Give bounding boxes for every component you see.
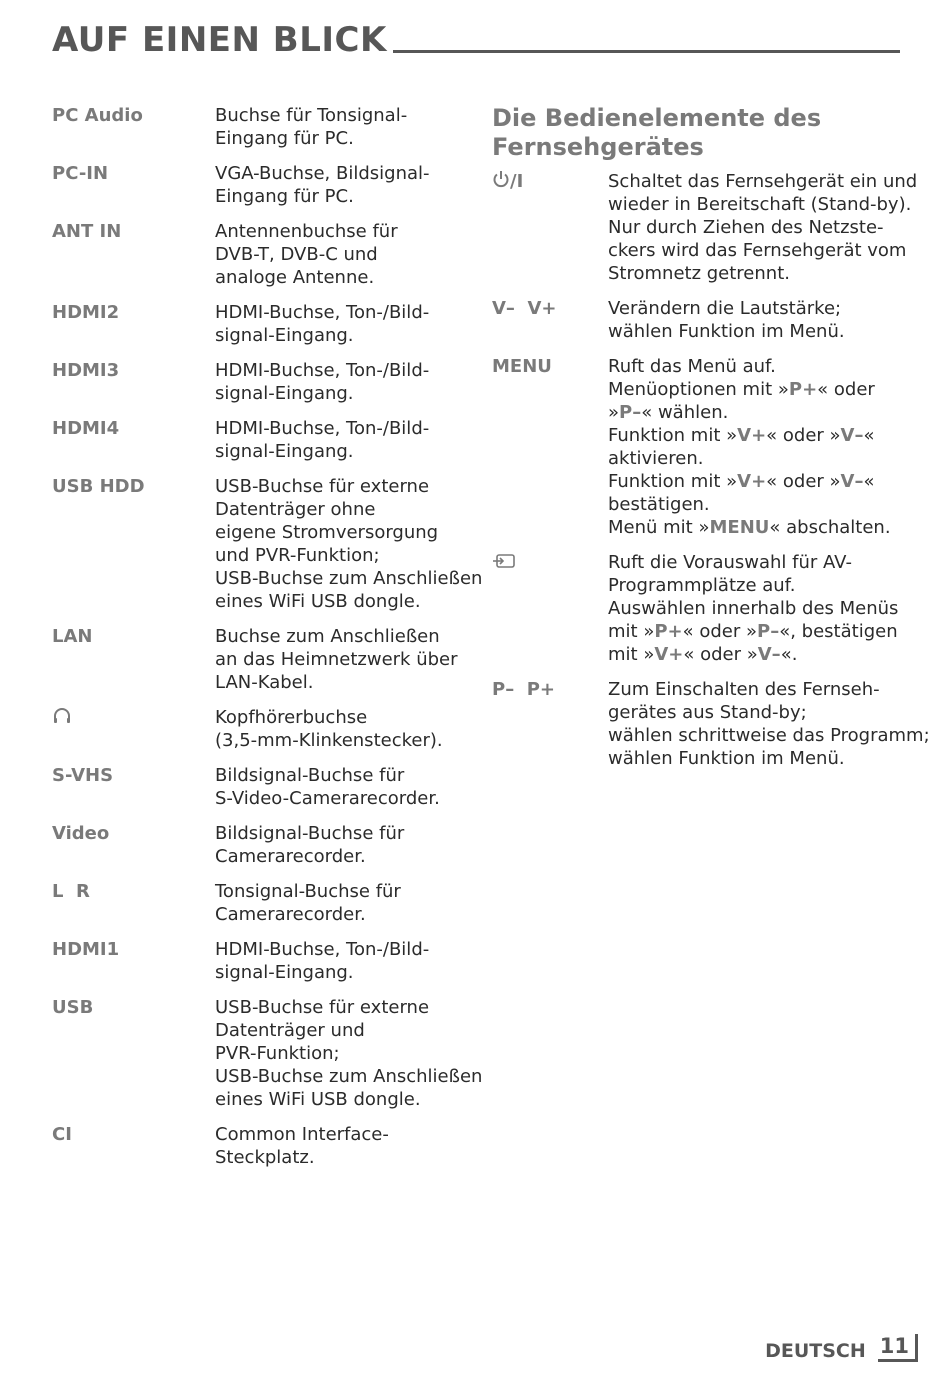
description-line: ckers wird das Fernsehgerät vom: [608, 240, 907, 261]
term-label: [52, 301, 215, 347]
page-title: AUF EINEN BLICK: [52, 20, 387, 60]
control-list: [492, 170, 930, 770]
description-line: wählen Funktion im Menü.: [608, 321, 845, 342]
term-description: [215, 822, 404, 868]
term-text: V– V+: [492, 298, 557, 319]
term-text: S-VHS: [52, 765, 114, 786]
description-line: Kopfhörerbuchse: [215, 707, 368, 728]
term-text: LAN: [52, 626, 93, 647]
term-text: PC Audio: [52, 105, 143, 126]
entry-v-v: [492, 297, 912, 343]
term-label: [52, 475, 215, 613]
input-source-icon: [492, 552, 516, 575]
description-line: Menüoptionen mit »P+« oder: [608, 379, 875, 400]
description-line: S-Video-Camerarecorder.: [215, 788, 440, 809]
term-description: [215, 764, 440, 810]
description-line: aktivieren.: [608, 448, 704, 469]
entry-ant-in: [52, 220, 462, 289]
title-rule: [393, 50, 900, 53]
entry-input-source-icon: [492, 551, 912, 666]
term-text: HDMI2: [52, 302, 120, 323]
section-title-line: Fernsehgerätes: [492, 133, 704, 161]
description-line: Eingang für PC.: [215, 186, 354, 207]
description-line: Camerarecorder.: [215, 904, 366, 925]
description-line: eigene Stromversorgung: [215, 522, 439, 543]
description-line: Bildsignal-Buchse für: [215, 765, 405, 786]
description-line: eines WiFi USB dongle.: [215, 1089, 421, 1110]
term-text: HDMI4: [52, 418, 120, 439]
term-text: CI: [52, 1124, 72, 1145]
term-label: [492, 678, 608, 770]
term-text: USB: [52, 997, 94, 1018]
term-label: [52, 220, 215, 289]
description-line: Datenträger ohne: [215, 499, 376, 520]
description-line: wieder in Bereitschaft (Stand-by).: [608, 194, 912, 215]
section-title-line: Die Bedienelemente des: [492, 104, 822, 132]
right-column-controls: [492, 104, 930, 782]
term-description: [608, 297, 845, 343]
term-label: [52, 417, 215, 463]
term-label: [492, 355, 608, 539]
description-line: Datenträger und: [215, 1020, 365, 1041]
description-line: Ruft das Menü auf.: [608, 356, 776, 377]
term-label: [52, 706, 215, 752]
term-text: L R: [52, 881, 90, 902]
description-line: an das Heimnetzwerk über: [215, 649, 458, 670]
term-description: [215, 1123, 389, 1169]
term-description: [215, 359, 429, 405]
description-line: Bildsignal-Buchse für: [215, 823, 405, 844]
description-line: Buchse für Tonsignal-: [215, 105, 408, 126]
term-description: [215, 706, 443, 752]
term-label: [52, 938, 215, 984]
entry-hdmi3: [52, 359, 462, 405]
page-footer: [765, 1332, 918, 1362]
description-line: Programmplätze auf.: [608, 575, 796, 596]
term-description: [215, 417, 429, 463]
term-label: [52, 162, 215, 208]
entry-s-vhs: [52, 764, 462, 810]
entry-i: [492, 170, 918, 285]
term-description: [608, 551, 898, 666]
term-text: MENU: [492, 356, 552, 377]
description-line: USB-Buchse für externe: [215, 476, 430, 497]
term-description: [215, 162, 430, 208]
term-label: [52, 764, 215, 810]
term-text: USB HDD: [52, 476, 145, 497]
left-column-connectors: [52, 104, 483, 1181]
term-description: [608, 170, 917, 285]
term-label: [52, 880, 215, 926]
description-line: Schaltet das Fernsehgerät ein und: [608, 171, 918, 192]
entry-menu: [492, 355, 912, 539]
entry-hdmi1: [52, 938, 462, 984]
term-label: [52, 625, 215, 694]
term-label: [492, 297, 608, 343]
entry-pc-audio: [52, 104, 462, 150]
description-line: Stromnetz getrennt.: [608, 263, 790, 284]
description-line: Zum Einschalten des Fernseh-: [608, 679, 880, 700]
term-label: [492, 170, 608, 285]
description-line: USB-Buchse zum Anschließen: [215, 1066, 483, 1087]
description-line: Nur durch Ziehen des Netzste-: [608, 217, 884, 238]
term-text: P– P+: [492, 679, 555, 700]
description-line: Camerarecorder.: [215, 846, 366, 867]
entry-p-p: [492, 678, 930, 770]
headphones-icon: [52, 706, 72, 732]
term-text: HDMI1: [52, 939, 120, 960]
term-description: [608, 355, 891, 539]
power-icon: [492, 170, 510, 194]
term-text: Video: [52, 823, 110, 844]
term-description: [215, 996, 482, 1111]
description-line: mit »P+« oder »P–«, bestätigen: [608, 621, 898, 642]
description-line: bestätigen.: [608, 494, 710, 515]
entry-lan: [52, 625, 462, 694]
description-line: Funktion mit »V+« oder »V–«: [608, 425, 875, 446]
description-line: PVR-Funktion;: [215, 1043, 340, 1064]
description-line: HDMI-Buchse, Ton-/Bild-: [215, 360, 430, 381]
entry-usb: [52, 996, 483, 1111]
footer-language: DEUTSCH: [765, 1340, 866, 1362]
term-description: [215, 104, 407, 150]
description-line: und PVR-Funktion;: [215, 545, 380, 566]
description-line: mit »V+« oder »V–«.: [608, 644, 798, 665]
term-description: [215, 625, 458, 694]
description-line: (3,5-mm-Klinkenstecker).: [215, 730, 443, 751]
description-line: Eingang für PC.: [215, 128, 354, 149]
term-description: [215, 301, 429, 347]
description-line: Menü mit »MENU« abschalten.: [608, 517, 891, 538]
entry-l-r: [52, 880, 462, 926]
term-text: HDMI3: [52, 360, 120, 381]
page-header: [52, 20, 900, 60]
term-description: [215, 220, 398, 289]
description-line: gerätes aus Stand-by;: [608, 702, 807, 723]
term-text: ANT IN: [52, 221, 122, 242]
term-label: [52, 822, 215, 868]
entry-hdmi2: [52, 301, 462, 347]
term-text: PC-IN: [52, 163, 109, 184]
term-label: [52, 104, 215, 150]
term-description: [608, 678, 930, 770]
entry-video: [52, 822, 462, 868]
entry-pc-in: [52, 162, 462, 208]
description-line: DVB-T, DVB-C und: [215, 244, 378, 265]
term-description: [215, 475, 482, 613]
description-line: signal-Eingang.: [215, 325, 354, 346]
description-line: VGA-Buchse, Bildsignal-: [215, 163, 430, 184]
description-line: wählen Funktion im Menü.: [608, 748, 845, 769]
term-label: [492, 551, 608, 666]
entry-headphones-icon: [52, 706, 462, 752]
description-line: Common Interface-: [215, 1124, 389, 1145]
description-line: »P–« wählen.: [608, 402, 729, 423]
term-label: [52, 359, 215, 405]
description-line: eines WiFi USB dongle.: [215, 591, 421, 612]
description-line: Auswählen innerhalb des Menüs: [608, 598, 899, 619]
entry-ci: [52, 1123, 462, 1169]
description-line: Tonsignal-Buchse für: [215, 881, 401, 902]
description-line: HDMI-Buchse, Ton-/Bild-: [215, 939, 430, 960]
description-line: HDMI-Buchse, Ton-/Bild-: [215, 418, 430, 439]
description-line: Antennenbuchse für: [215, 221, 398, 242]
page-number: 11: [878, 1334, 918, 1362]
term-description: [215, 938, 429, 984]
description-line: HDMI-Buchse, Ton-/Bild-: [215, 302, 430, 323]
description-line: Steckplatz.: [215, 1147, 315, 1168]
description-line: analoge Antenne.: [215, 267, 375, 288]
description-line: Ruft die Vorauswahl für AV-: [608, 552, 852, 573]
description-line: signal-Eingang.: [215, 962, 354, 983]
description-line: wählen schrittweise das Programm;: [608, 725, 930, 746]
entry-usb-hdd: [52, 475, 483, 613]
section-title: [492, 104, 912, 162]
description-line: USB-Buchse für externe: [215, 997, 430, 1018]
description-line: Funktion mit »V+« oder »V–«: [608, 471, 875, 492]
description-line: signal-Eingang.: [215, 383, 354, 404]
term-description: [215, 880, 401, 926]
description-line: LAN-Kabel.: [215, 672, 314, 693]
description-line: Verändern die Lautstärke;: [608, 298, 842, 319]
term-label: [52, 996, 215, 1111]
description-line: signal-Eingang.: [215, 441, 354, 462]
term-label: [52, 1123, 215, 1169]
description-line: Buchse zum Anschließen: [215, 626, 440, 647]
term-text: /I: [510, 171, 524, 192]
entry-hdmi4: [52, 417, 462, 463]
description-line: USB-Buchse zum Anschließen: [215, 568, 483, 589]
